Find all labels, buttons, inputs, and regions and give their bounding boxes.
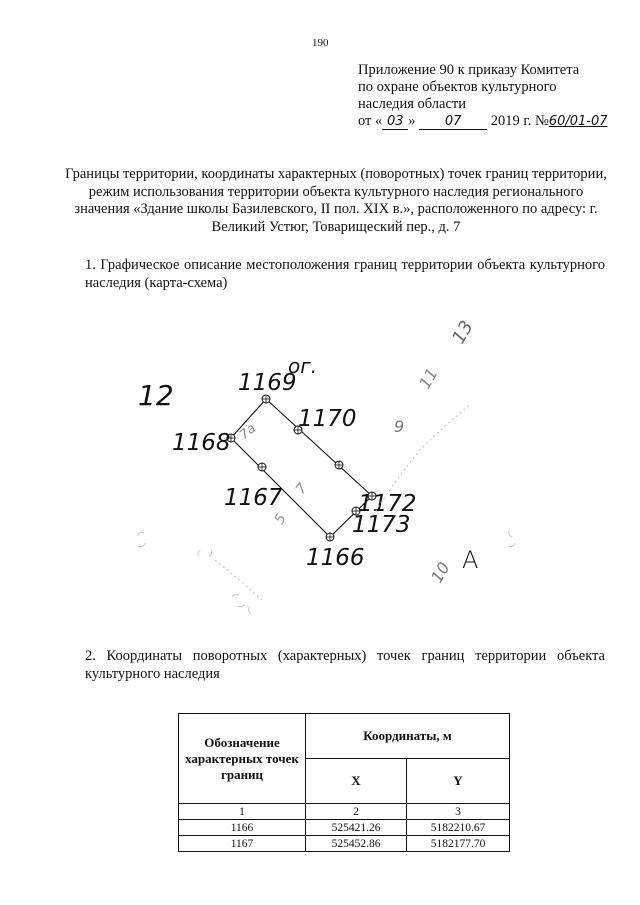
table-cell: 3 [407,804,510,820]
label-lot-7a: 7а [236,421,260,444]
label-lot-5: 5 [271,511,290,527]
label-lot-7: 7 [292,480,311,498]
label-lot-12: 12 [138,379,174,412]
label-lot-10: 10 [427,558,454,586]
label-point-1172: 1172 [358,491,417,517]
section-1-text: 1. Графическое описание местоположения границ территории объекта культурного наследия (карта-схема) [85,257,605,291]
date-day-close: » [408,113,416,129]
faint-mark-41: ◜ ◞ [194,541,216,564]
table-cell-point: 1166 [179,820,306,836]
faint-mark-45: ◜ ◞ ◟ [228,589,258,617]
table-cell: 1 [179,804,306,820]
label-point-1166: 1166 [306,545,365,571]
appendix-block [358,62,608,130]
appendix-date-line [358,113,608,130]
label-lot-9: 9 [394,417,405,436]
label-lot-13: 13 [448,317,478,348]
table-row [179,836,510,852]
col-coordinates: Координаты, м [306,714,510,759]
faint-mark-right: ◟ ◜ [500,529,521,550]
table-cell-y: 5182177.70 [407,836,510,852]
label-lot-11: 11 [415,364,442,392]
label-point-1168: 1168 [172,430,231,456]
faint-mark-left: ◟ ◝ [130,529,151,550]
map-scheme [0,300,640,630]
table-number-row [179,804,510,820]
section-2-text: 2. Координаты поворотных (характерных) точек границ территории объекта культурного наследия [85,648,605,682]
table-cell: 2 [306,804,407,820]
appendix-line-1: Приложение 90 к приказу Комитета [358,62,580,78]
coordinates-table [178,713,510,852]
col-x: X [306,759,407,804]
col-y: Y [407,759,510,804]
date-day: 03 [382,115,408,130]
table-cell-x: 525452.86 [306,836,407,852]
label-point-1167: 1167 [224,485,283,511]
label-og: ог. [288,354,318,378]
date-month: 07 [419,115,487,130]
label-letter-a: А [462,546,479,574]
table-row [179,820,510,836]
label-point-1170: 1170 [298,406,357,432]
order-number: 60/01-07 [548,114,608,129]
appendix-line-2: по охране объектов культурного [358,79,557,95]
table-cell-point: 1167 [179,836,306,852]
col-point-designation: Обозначение характерных точек границ [179,714,306,804]
label-point-1173: 1173 [352,512,411,538]
date-year: 2019 г. № [490,113,549,129]
page-number: 190 [312,37,329,49]
document-heading: Границы территории, координаты характерных (поворотных) точек границ территории, режим использования территории объекта культурного наследия регионального значения «Здание школы Базилевского, II пол. XIX в.», расположенного по адресу: г. Великий Устюг, Товарищеский пер., д. 7 [65,166,607,235]
date-prefix: от « [358,113,383,129]
appendix-line-3: наследия области [358,96,467,112]
label-point-1169: 1169 [238,370,297,396]
table-cell-y: 5182210.67 [407,820,510,836]
table-cell-x: 525421.26 [306,820,407,836]
